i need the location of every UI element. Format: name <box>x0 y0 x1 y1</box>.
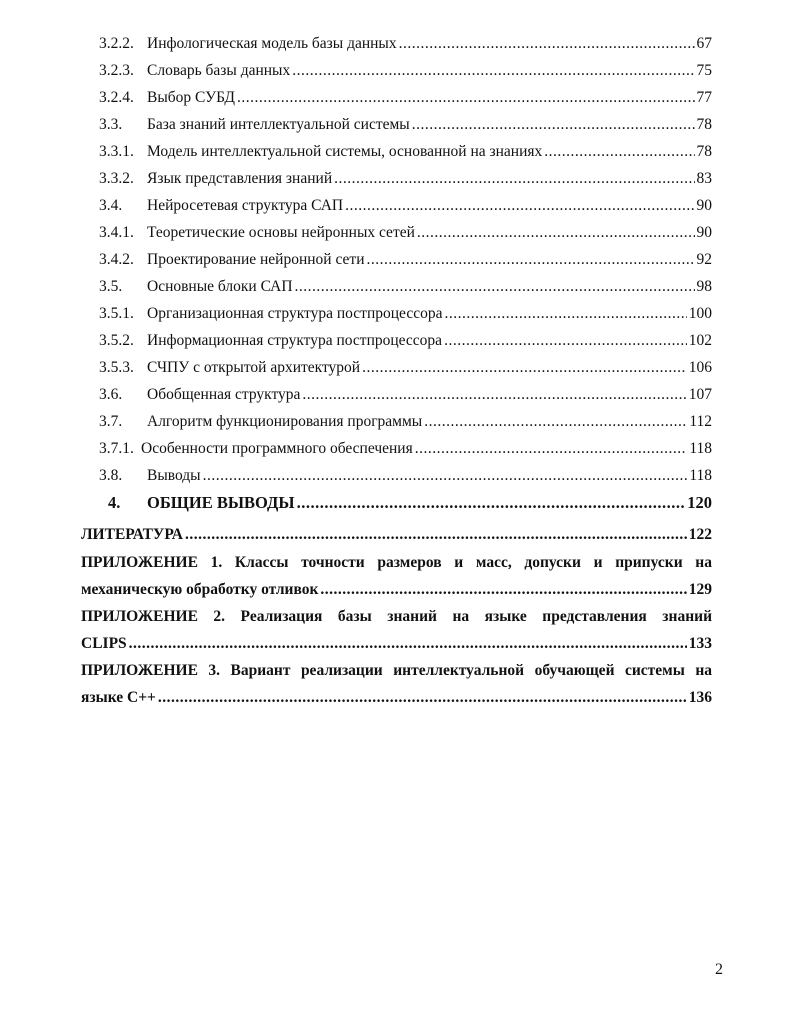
toc-entry-number: 3.3. <box>99 116 123 133</box>
page-number: 2 <box>715 961 723 978</box>
toc-entry <box>0 138 793 165</box>
leader-dots <box>302 381 686 408</box>
toc-entry-number: 3.5.1. <box>99 305 134 322</box>
toc-appendix-2-cont <box>0 630 793 657</box>
leader-dots <box>424 408 687 435</box>
leader-dots <box>129 630 687 657</box>
toc-entry <box>0 300 793 327</box>
toc-entry-number: 3.3.2. <box>99 170 134 187</box>
appendix-title-line: ПРИЛОЖЕНИЕ 2. Реализация базы знаний на языке представления знаний <box>81 608 712 625</box>
toc-entry-title: Организационная структура постпроцессора <box>147 305 443 322</box>
toc-entry-page: 102 <box>688 332 712 349</box>
toc-entry-page: 122 <box>688 526 712 543</box>
leader-dots <box>417 219 695 246</box>
toc-entry-number: 4. <box>108 493 121 512</box>
toc-entry <box>0 489 793 516</box>
toc-entry-title: Инфологическая модель базы данных <box>147 35 397 52</box>
toc-entry <box>0 219 793 246</box>
toc-entry-page: 90 <box>696 197 712 214</box>
toc-entry-page: 98 <box>696 278 712 295</box>
leader-dots <box>292 57 694 84</box>
toc-entry-title: Проектирование нейронной сети <box>147 251 365 268</box>
toc-entry-page: 106 <box>688 359 712 376</box>
toc-entry-page: 67 <box>696 35 712 52</box>
toc-entry-title: Информационная структура постпроцессора <box>147 332 443 349</box>
toc-entry-title: ОБЩИЕ ВЫВОДЫ <box>147 493 295 512</box>
toc-entry-title: ЛИТЕРАТУРА <box>81 526 183 543</box>
toc-entry-page: 118 <box>689 467 712 484</box>
leader-dots <box>185 521 687 548</box>
toc-entry-page: 78 <box>696 116 712 133</box>
toc-entry-page: 112 <box>689 413 712 430</box>
toc-entry <box>0 165 793 192</box>
toc-entry <box>0 84 793 111</box>
toc-entry-page: 100 <box>688 305 712 322</box>
toc-entry-title: Модель интеллектуальной системы, основанной на знаниях <box>147 143 543 160</box>
leader-dots <box>415 435 688 462</box>
toc-entry-number: 3.4.1. <box>99 224 134 241</box>
leader-dots <box>297 489 686 516</box>
leader-dots <box>412 111 695 138</box>
toc-entry-number: 3.4.2. <box>99 251 134 268</box>
toc-entry <box>0 327 793 354</box>
toc-entry-page: 92 <box>696 251 712 268</box>
appendix-title-continuation: языке С++ <box>81 689 156 706</box>
toc-entry-number: 3.7. <box>99 413 123 430</box>
toc-literature <box>0 521 793 548</box>
toc-entry-title: Особенности программного обеспечения <box>141 440 413 457</box>
leader-dots <box>362 354 687 381</box>
toc-entry <box>0 192 793 219</box>
toc-entry-page: 83 <box>696 170 712 187</box>
leader-dots <box>399 30 695 57</box>
toc-appendix-3 <box>0 657 793 684</box>
toc-appendix-2 <box>0 603 793 630</box>
toc-entry-page: 136 <box>688 689 712 706</box>
toc-entry-number: 3.5.2. <box>99 332 134 349</box>
toc-appendix-1 <box>0 549 793 576</box>
toc-entry-number: 3.5. <box>99 278 123 295</box>
appendix-title-line: ПРИЛОЖЕНИЕ 3. Вариант реализации интеллектуальной обучающей системы на <box>81 662 712 679</box>
toc-entry-title: Обобщенная структура <box>147 386 301 403</box>
toc-entry-title: Нейросетевая структура САП <box>147 197 344 214</box>
toc-appendix-1-cont <box>0 576 793 603</box>
toc-entry-page: 78 <box>696 143 712 160</box>
toc-entry-title: СЧПУ с открытой архитектурой <box>147 359 361 376</box>
toc-entry-title: Алгоритм функционирования программы <box>147 413 423 430</box>
appendix-title-line: ПРИЛОЖЕНИЕ 1. Классы точности размеров и масс, допуски и припуски на <box>81 554 712 571</box>
toc-entry <box>0 408 793 435</box>
leader-dots <box>295 273 695 300</box>
leader-dots <box>203 462 688 489</box>
leader-dots <box>444 300 686 327</box>
toc-entry-number: 3.2.2. <box>99 35 134 52</box>
toc-appendix-3-cont <box>0 684 793 711</box>
toc-entry-title: Основные блоки САП <box>147 278 293 295</box>
toc-entry-number: 3.5.3. <box>99 359 134 376</box>
leader-dots <box>345 192 694 219</box>
toc-entry <box>0 435 793 462</box>
toc-entry <box>0 462 793 489</box>
leader-dots <box>544 138 694 165</box>
toc-entry <box>0 246 793 273</box>
toc-entry-page: 107 <box>688 386 712 403</box>
toc-entry-number: 3.4. <box>99 197 123 214</box>
toc-entry <box>0 111 793 138</box>
toc-entry-number: 3.2.4. <box>99 89 134 106</box>
leader-dots <box>158 684 687 711</box>
appendix-title-continuation: CLIPS <box>81 635 127 652</box>
toc-entry-title: Теоретические основы нейронных сетей <box>147 224 415 241</box>
toc-entry-page: 120 <box>687 493 712 512</box>
toc-entry-number: 3.6. <box>99 386 123 403</box>
toc-entry-page: 75 <box>696 62 712 79</box>
toc-entry <box>0 57 793 84</box>
toc-entry-page: 133 <box>688 635 712 652</box>
toc-entry-title: Выводы <box>147 467 201 484</box>
toc-entry <box>0 30 793 57</box>
appendix-title-continuation: механическую обработку отливок <box>81 581 319 598</box>
leader-dots <box>237 84 694 111</box>
leader-dots <box>334 165 694 192</box>
toc-entry-title: Словарь базы данных <box>147 62 291 79</box>
leader-dots <box>320 576 686 603</box>
toc-entry-number: 3.3.1. <box>99 143 134 160</box>
toc-entry-page: 118 <box>689 440 712 457</box>
toc-entry-title: Язык представления знаний <box>147 170 333 187</box>
toc-entry <box>0 354 793 381</box>
leader-dots <box>367 246 695 273</box>
toc-entry <box>0 273 793 300</box>
toc-entry-number: 3.7.1. <box>99 440 134 457</box>
toc-entry <box>0 381 793 408</box>
toc-entry-title: Выбор СУБД <box>147 89 236 106</box>
toc-entry-page: 129 <box>688 581 712 598</box>
toc-entry-page: 77 <box>696 89 712 106</box>
toc-entry-number: 3.2.3. <box>99 62 134 79</box>
toc-entry-title: База знаний интеллектуальной системы <box>147 116 410 133</box>
leader-dots <box>444 327 687 354</box>
toc-entry-page: 90 <box>696 224 712 241</box>
toc-entry-number: 3.8. <box>99 467 123 484</box>
